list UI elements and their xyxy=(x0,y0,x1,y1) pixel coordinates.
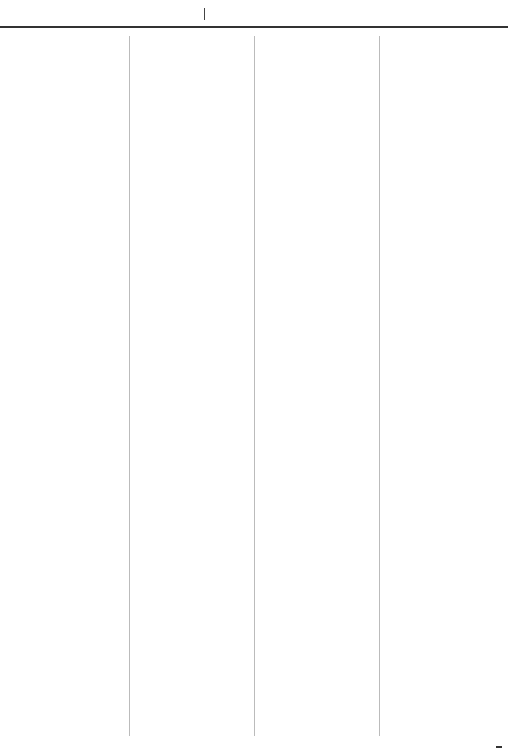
column-divider xyxy=(379,36,380,736)
text-column-4 xyxy=(381,36,503,736)
continued-tag xyxy=(496,746,502,748)
continued-heading xyxy=(6,36,128,42)
column-divider xyxy=(129,36,130,736)
text-column-1 xyxy=(6,36,128,736)
masthead xyxy=(0,0,508,28)
text-column-2 xyxy=(131,36,253,736)
title-divider xyxy=(204,8,205,20)
column-divider xyxy=(254,36,255,736)
text-column-3 xyxy=(256,36,378,736)
section-title xyxy=(200,7,209,23)
